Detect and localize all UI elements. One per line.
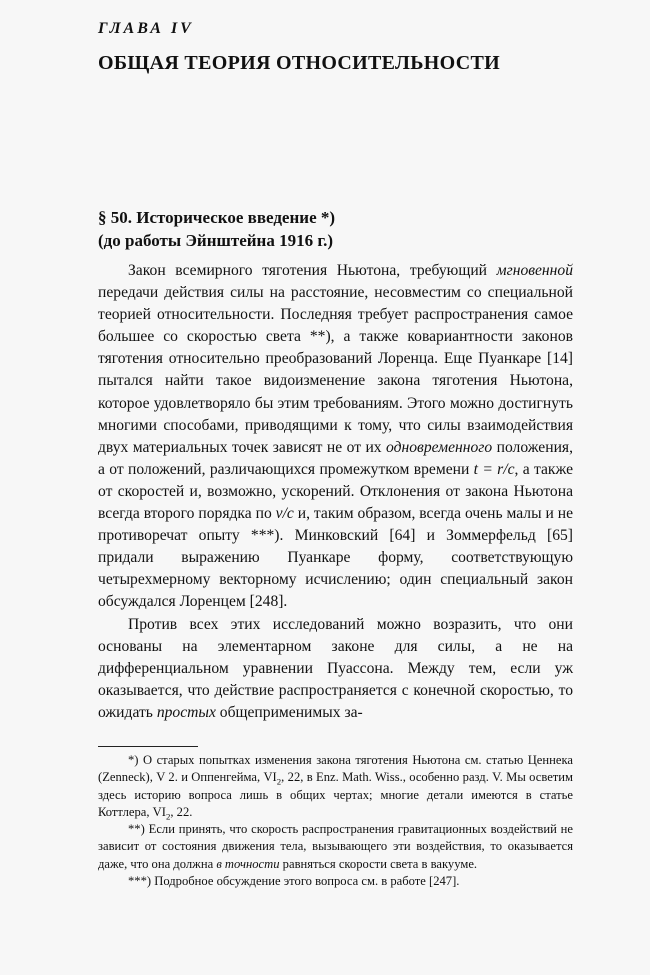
footnote-2	[98, 821, 573, 873]
section-heading-line-1: § 50. Историческое введение *)	[98, 208, 336, 227]
paragraph-1-text-e: и, таким образом, всегда очень малы и не противоречат опыту ***). Минковский [64] и Зоммерфельд [65] придали выражению Пуанкаре форму, соответствующую четырехмерному векторному исчислению; один специальный закон обсуждался Лоренцем [248].	[98, 505, 573, 611]
body-text	[98, 260, 573, 724]
paragraph-1-text-b: передачи действия силы на расстояние, несовместим со специальной теорией относительности. Последняя требует распространения самое большее со скоростью света **), а также ковариантности законов тяготения относительно преобразований Лоренца. Еще Пуанкаре [14] пытался найти такое видоизменение закона тяготения Ньютона, которое удовлетворяло бы этим требованиям. Этого можно достигнуть многими способами, приводящими к тому, что силы взаимодействия двух материальных точек зависят не от их	[98, 284, 573, 456]
emphasis-instantaneous: мгновенной	[496, 262, 573, 279]
footnote-divider	[98, 746, 198, 747]
footnote-1-text-b: , 22, в Enz. Math. Wiss., особенно разд. V. Мы осветим здесь историю вопроса лишь в общих чертах; многие детали имеются в статье Коттлера, VI	[98, 770, 574, 819]
footnote-3	[98, 873, 573, 890]
chapter-label: ГЛАВА IV	[98, 20, 194, 37]
section-heading-line-2: (до работы Эйнштейна 1916 г.)	[98, 231, 334, 250]
footnote-1-text-a: *) О старых попытках изменения закона тяготения Ньютона см. статью Ценнека (Zenneck), V 2. и Оппенгейма, VI	[98, 753, 573, 785]
formula-retardation: t = r/c	[473, 460, 515, 478]
paragraph-1-text-c: положения, а от положений, различающихся промежутком времени	[98, 438, 573, 478]
chapter-title: ОБЩАЯ ТЕОРИЯ ОТНОСИТЕЛЬНОСТИ	[98, 52, 500, 74]
paragraph-1-text-a: Закон всемирного тяготения Ньютона, требующий	[128, 262, 497, 279]
footnote-1-text-c: , 22.	[170, 804, 193, 819]
emphasis-simple: простых	[156, 703, 216, 721]
footnotes	[98, 752, 573, 890]
paragraph-2-text-b: общеприменимых за-	[215, 703, 363, 721]
formula-velocity-ratio: v/c	[275, 505, 294, 523]
paragraph-1-text-d: , а также от скоростей и, возможно, ускорений. Отклонения от закона Ньютона всегда второго порядка по	[98, 460, 574, 523]
emphasis-exactly: в точности	[216, 856, 280, 871]
paragraph-1	[98, 260, 573, 614]
footnote-1-subscript-b: 2	[165, 811, 171, 822]
section-heading	[98, 206, 558, 252]
footnote-1	[98, 752, 573, 821]
paragraph-2	[98, 614, 573, 724]
footnote-2-text-a: **) Если принять, что скорость распространения гравитационных воздействий не зависит от состояния движения тела, вызывающего эти воздействия, то оказывается даже, что она должна	[98, 822, 573, 871]
footnote-2-text-b: равняться скорости света в вакууме.	[279, 856, 478, 871]
paragraph-2-text-a: Против всех этих исследований можно возразить, что они основаны на элементарном законе для силы, а не на дифференциальном уравнении Пуассона. Между тем, если уж оказывается, что действие распространяется с конечной скоростью, то ожидать	[98, 615, 573, 721]
emphasis-simultaneous: одновременного	[386, 438, 493, 456]
footnote-1-subscript-a: 2	[276, 776, 282, 787]
footnote-3-text: ***) Подробное обсуждение этого вопроса см. в работе [247].	[128, 874, 460, 889]
